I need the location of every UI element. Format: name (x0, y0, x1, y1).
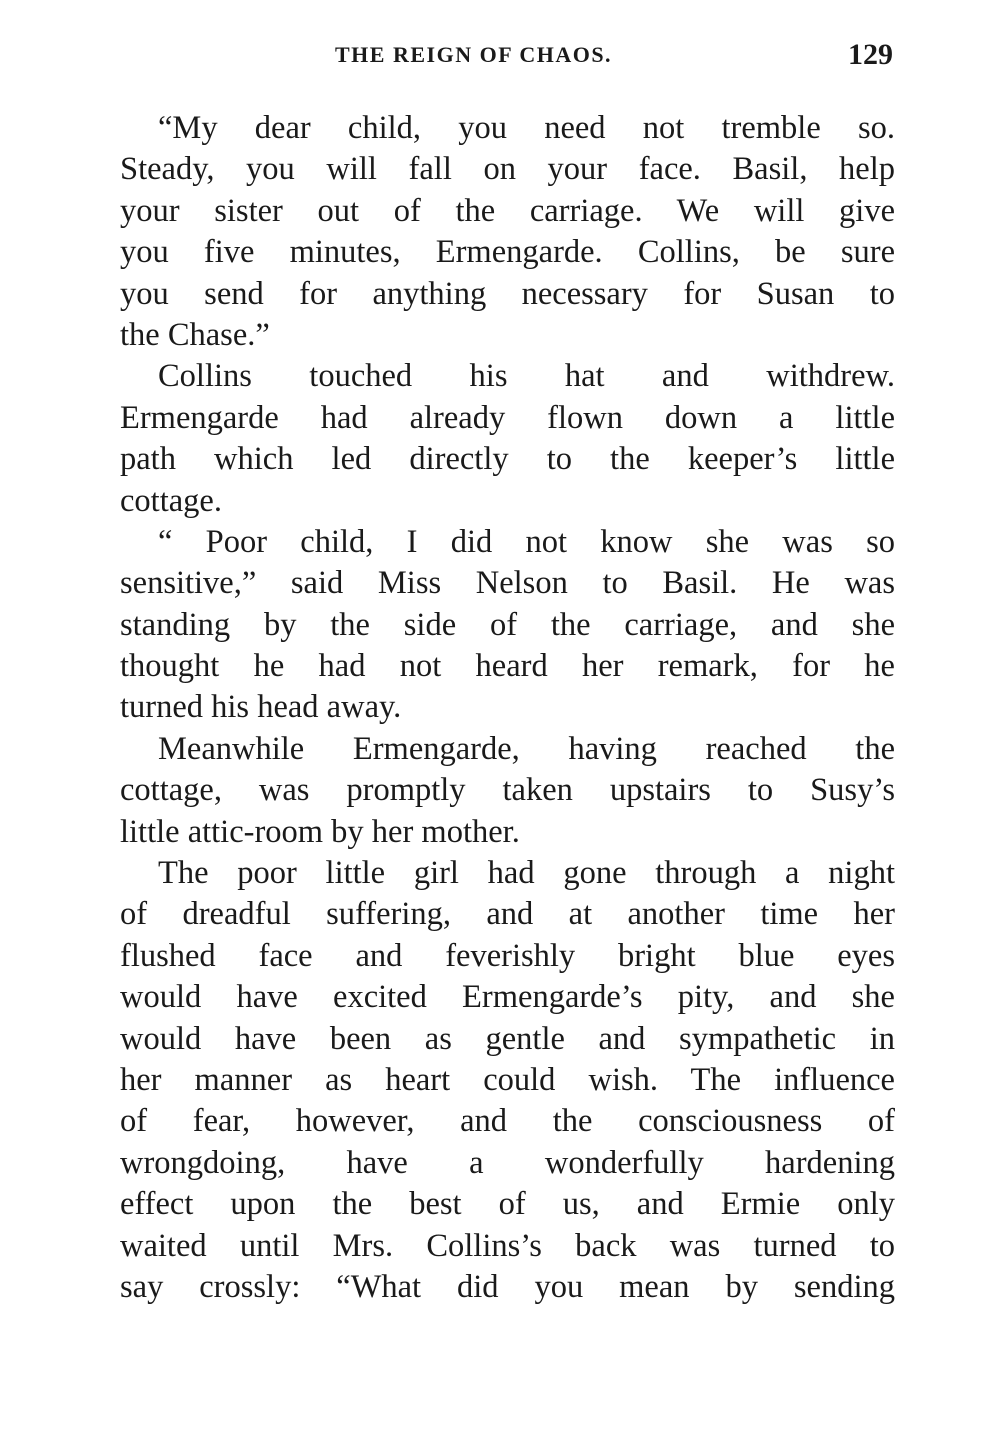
text-line: flushed face and feverishly bright blue eyes (120, 937, 895, 974)
text-line: turned his head away. (120, 689, 402, 726)
text-line: Ermengarde had already flown down a little (120, 399, 895, 436)
text-line: your sister out of the carriage. We will give (120, 192, 895, 229)
text-line: thought he had not heard her remark, for he (120, 648, 895, 685)
text-line: “ Poor child, I did not know she was so (158, 523, 895, 560)
text-line: path which led directly to the keeper’s little (120, 441, 895, 478)
text-line: her manner as heart could wish. The influence (120, 1061, 895, 1098)
page-number: 129 (848, 38, 893, 71)
text-line: of fear, however, and the consciousness of (120, 1103, 895, 1140)
text-line: say crossly: “What did you mean by sending (120, 1268, 895, 1305)
text-line: you send for anything necessary for Susan to (120, 275, 895, 312)
text-line: “My dear child, you need not tremble so. (158, 110, 895, 146)
text-line: waited until Mrs. Collins’s back was turned to (120, 1227, 895, 1264)
text-line: Steady, you will fall on your face. Basil, help (120, 151, 895, 188)
text-line: Collins touched his hat and withdrew. (158, 358, 895, 395)
text-line: little attic-room by her mother. (120, 813, 520, 850)
running-title: THE REIGN OF CHAOS. (335, 42, 613, 67)
text-line: cottage. (120, 482, 222, 519)
text-line: would have been as gentle and sympathetic in (120, 1020, 895, 1057)
running-head (120, 38, 895, 78)
text-line: the Chase.” (120, 316, 270, 353)
text-line: standing by the side of the carriage, and she (120, 606, 895, 643)
text-line: cottage, was promptly taken upstairs to Susy’s (120, 772, 895, 809)
body-text (120, 108, 895, 1308)
text-line: The poor little girl had gone through a night (158, 855, 895, 892)
text-line: sensitive,” said Miss Nelson to Basil. He was (120, 565, 895, 602)
text-line: Meanwhile Ermengarde, having reached the (158, 730, 895, 767)
text-line: effect upon the best of us, and Ermie only (120, 1186, 895, 1223)
text-line: would have excited Ermengarde’s pity, and she (120, 979, 895, 1016)
text-line: of dreadful suffering, and at another time her (120, 896, 895, 933)
text-line: wrongdoing, have a wonderfully hardening (120, 1144, 895, 1181)
text-line: you five minutes, Ermengarde. Collins, be sure (120, 234, 895, 271)
